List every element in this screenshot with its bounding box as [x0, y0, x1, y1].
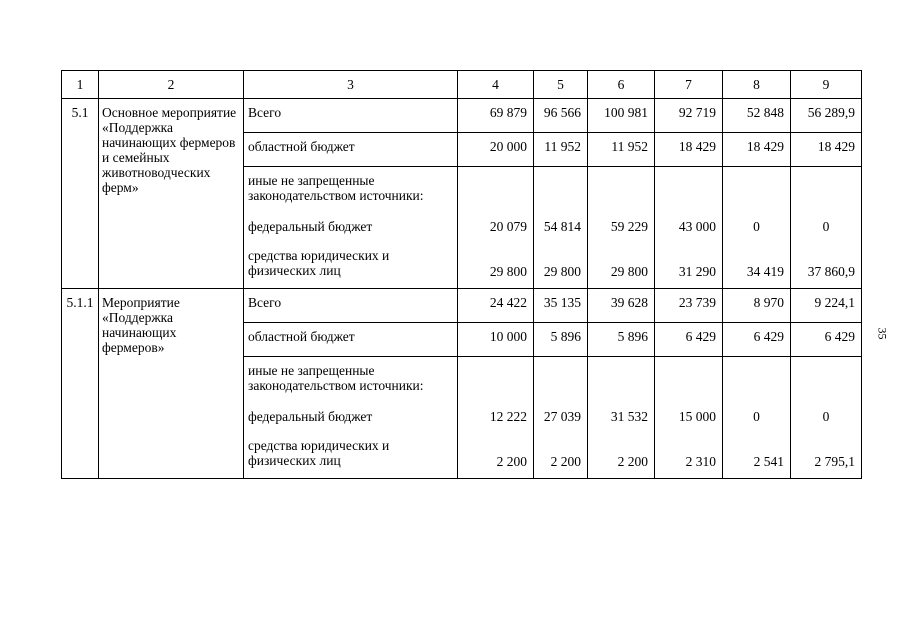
cell-value: 96 566: [534, 99, 588, 133]
cell-value: 59 229: [610, 219, 648, 234]
item-code: 5.1: [62, 99, 99, 289]
cell-value: 23 739: [655, 289, 723, 323]
cell-value: 0: [822, 219, 830, 234]
cell-value: 0: [822, 409, 830, 424]
row-label: областной бюджет: [244, 323, 458, 357]
cell-value: 31 532: [610, 409, 648, 424]
cell-value: 35 135: [534, 289, 588, 323]
cell-value: 29 800: [543, 264, 581, 279]
cell-value: 18 429: [655, 133, 723, 167]
cell-value: 52 848: [723, 99, 791, 133]
cell-value: 100 981: [588, 99, 655, 133]
cell-value: 0: [753, 409, 760, 424]
sources-values: [723, 357, 791, 479]
row-label: федеральный бюджет: [248, 219, 373, 234]
cell-value: 37 860,9: [807, 264, 855, 279]
cell-value: 6 429: [723, 323, 791, 357]
header-cell: 2: [99, 71, 244, 99]
sources-values: [655, 357, 723, 479]
cell-value: 43 000: [678, 219, 716, 234]
cell-value: 27 039: [543, 409, 581, 424]
header-cell: 9: [791, 71, 862, 99]
sources-values: [534, 357, 588, 479]
budget-table: [61, 70, 862, 479]
cell-value: 39 628: [588, 289, 655, 323]
sources-values: [588, 167, 655, 289]
cell-value: 8 970: [723, 289, 791, 323]
sources-values: [588, 357, 655, 479]
cell-value: 11 952: [534, 133, 588, 167]
sources-cell: [244, 357, 458, 479]
cell-value: 2 541: [753, 454, 784, 469]
cell-value: 34 419: [746, 264, 784, 279]
cell-value: 29 800: [610, 264, 648, 279]
sources-cell: [244, 167, 458, 289]
row-label: иные не запрещенные законодательством источники:: [248, 363, 424, 393]
sources-values: [791, 167, 862, 289]
row-label: областной бюджет: [244, 133, 458, 167]
sources-values: [791, 357, 862, 479]
cell-value: 5 896: [534, 323, 588, 357]
cell-value: 29 800: [489, 264, 527, 279]
table-row: [62, 99, 862, 133]
cell-value: 11 952: [588, 133, 655, 167]
cell-value: 0: [753, 219, 760, 234]
header-cell: 1: [62, 71, 99, 99]
header-cell: 4: [458, 71, 534, 99]
cell-value: 56 289,9: [791, 99, 862, 133]
cell-value: 2 200: [496, 454, 527, 469]
cell-value: 9 224,1: [791, 289, 862, 323]
cell-value: 2 795,1: [814, 454, 855, 469]
cell-value: 2 200: [617, 454, 648, 469]
sources-values: [458, 357, 534, 479]
cell-value: 12 222: [489, 409, 527, 424]
cell-value: 24 422: [458, 289, 534, 323]
cell-value: 18 429: [723, 133, 791, 167]
cell-value: 69 879: [458, 99, 534, 133]
header-cell: 8: [723, 71, 791, 99]
item-name: Основное мероприятие «Поддержка начинающих фермеров и семейных животноводческих ферм»: [99, 99, 244, 289]
table-row: [62, 289, 862, 323]
row-label: иные не запрещенные законодательством источники:: [248, 173, 424, 203]
cell-value: 20 000: [458, 133, 534, 167]
sources-values: [723, 167, 791, 289]
sources-values: [458, 167, 534, 289]
cell-value: 5 896: [588, 323, 655, 357]
page-number: 35: [875, 327, 890, 340]
cell-value: 10 000: [458, 323, 534, 357]
cell-value: 15 000: [678, 409, 716, 424]
cell-value: 2 310: [685, 454, 716, 469]
cell-value: 92 719: [655, 99, 723, 133]
row-label: Всего: [244, 99, 458, 133]
cell-value: 6 429: [655, 323, 723, 357]
row-label: федеральный бюджет: [248, 409, 373, 424]
cell-value: 2 200: [550, 454, 581, 469]
cell-value: 31 290: [678, 264, 716, 279]
row-label: средства юридических и физических лиц: [248, 438, 390, 468]
cell-value: 54 814: [543, 219, 581, 234]
item-name: Мероприятие «Поддержка начинающих фермеров»: [99, 289, 244, 479]
header-row: [62, 71, 862, 99]
row-label: Всего: [244, 289, 458, 323]
row-label: средства юридических и физических лиц: [248, 248, 390, 278]
sources-values: [655, 167, 723, 289]
header-cell: 6: [588, 71, 655, 99]
header-cell: 5: [534, 71, 588, 99]
item-code: 5.1.1: [62, 289, 99, 479]
header-cell: 7: [655, 71, 723, 99]
cell-value: 18 429: [791, 133, 862, 167]
cell-value: 6 429: [791, 323, 862, 357]
header-cell: 3: [244, 71, 458, 99]
sources-values: [534, 167, 588, 289]
cell-value: 20 079: [489, 219, 527, 234]
